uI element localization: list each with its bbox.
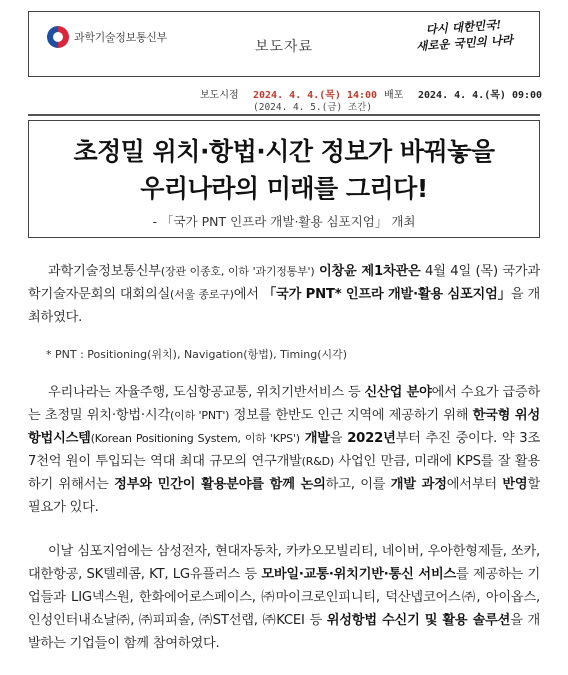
text-span: 반영 xyxy=(502,477,528,492)
text-span: 정보를 한반도 인근 지역에 제공하기 위해 xyxy=(229,408,473,423)
text-span: 에서 xyxy=(233,287,263,302)
paragraph-1 xyxy=(28,260,540,329)
text-span: (장관 이종호, 이하 '과기정통부') xyxy=(160,265,315,278)
embargo-label: 보도시점 xyxy=(200,90,239,101)
text-span: 을 개발하는 기업들이 함께 참여하였다. xyxy=(28,613,540,651)
text-span: 정부와 민간이 활용분야를 함께 논의 xyxy=(114,477,326,492)
text-span: 할 필요가 있다. xyxy=(28,477,540,515)
paragraph-3 xyxy=(28,540,540,655)
text-span: 을 개최하였다. xyxy=(28,287,541,325)
paragraph-2 xyxy=(28,381,540,519)
text-span: 에서부터 xyxy=(446,477,503,492)
text-span: 하고, 이를 xyxy=(325,477,391,492)
text-span: (이하 'PNT') xyxy=(170,409,230,422)
text-span: 「국가 PNT* 인프라 개발·활용 심포지엄」 xyxy=(262,287,511,302)
text-span: 한국형 위성항법시스템 xyxy=(28,408,541,446)
embargo-note: (2024. 4. 5.(금) 조간) xyxy=(253,102,373,113)
ministry-name: 과학기술정보통신부 xyxy=(74,31,167,44)
text-span: 사업인 만큼, 미래에 KPS를 잘 활용하기 위해서는 xyxy=(28,454,540,492)
text-span: 을 xyxy=(329,431,348,446)
text-span: 신산업 분야 xyxy=(364,385,432,400)
divider xyxy=(28,114,540,116)
distribution-time: 2024. 4. 4.(목) 09:00 xyxy=(418,90,543,101)
title-box xyxy=(28,120,540,238)
text-span: 4월 4일 (목) 국가과학기술자문회의 대회의실 xyxy=(28,264,540,302)
subtitle: - 「국가 PNT 인프라 개발·활용 심포지엄」 개최 xyxy=(152,214,416,229)
embargo-time: 2024. 4. 4.(목) 14:00 xyxy=(253,90,378,101)
text-span: 이창윤 제1차관은 xyxy=(318,264,421,279)
text-span: 에서 수요가 급증하는 초정밀 위치·항법·시각 xyxy=(28,385,541,423)
text-span: 2022년 xyxy=(347,431,396,446)
text-span: 이날 심포지엄에는 삼성전자, 현대자동차, 카카오모빌리티, 네이버, 우아한형제들, 쏘카, 대한항공, SK텔레콤, KT, LG유플러스 등 xyxy=(28,544,540,582)
text-span: 모바일·교통·위치기반·통신 서비스 xyxy=(261,567,457,582)
slogan-line-1: 다시 대한민국! xyxy=(425,17,502,37)
text-span: 위성항법 수신기 및 활용 솔루션 xyxy=(326,613,511,628)
footnote: * PNT : Positioning(위치), Navigation(항법), Timing(시각) xyxy=(46,348,348,361)
slogan-line-2: 새로운 국민의 나라 xyxy=(415,32,514,54)
document-type: 보도자료 xyxy=(254,39,314,55)
text-span: 를 제공하는 기업들과 LIG넥스원, 한화에어로스페이스, ㈜마이크로인피니티, 덕산넵코어스㈜, 아이옵스, 인성인터내쇼날㈜, ㈜피피솔, ㈜ST선랩, ㈜KCEI 등 xyxy=(28,567,540,628)
title-line-2: 우리나라의 미래를 그리다! xyxy=(140,174,428,203)
text-span: 과학기술정보통신부 xyxy=(48,264,161,279)
text-span: (Korean Positioning System, 이하 'KPS') xyxy=(90,432,300,445)
text-span: (서울 종로구) xyxy=(170,288,234,301)
title-line-1: 초정밀 위치·항법·시간 정보가 바꿔놓을 xyxy=(73,137,495,166)
text-span: 개발 xyxy=(304,431,330,446)
text-span: 우리나라는 자율주행, 도심항공교통, 위치기반서비스 등 xyxy=(48,385,365,400)
distribution-label: 배포 xyxy=(384,90,404,101)
text-span: 개발 과정 xyxy=(390,477,447,492)
header-box xyxy=(28,11,540,77)
text-span: (R&D) xyxy=(301,455,334,468)
page-title xyxy=(29,133,539,207)
text-span: 부터 추진 중이다. 약 3조 7천억 원이 투입되는 역대 최대 규모의 연구개발 xyxy=(28,431,541,469)
